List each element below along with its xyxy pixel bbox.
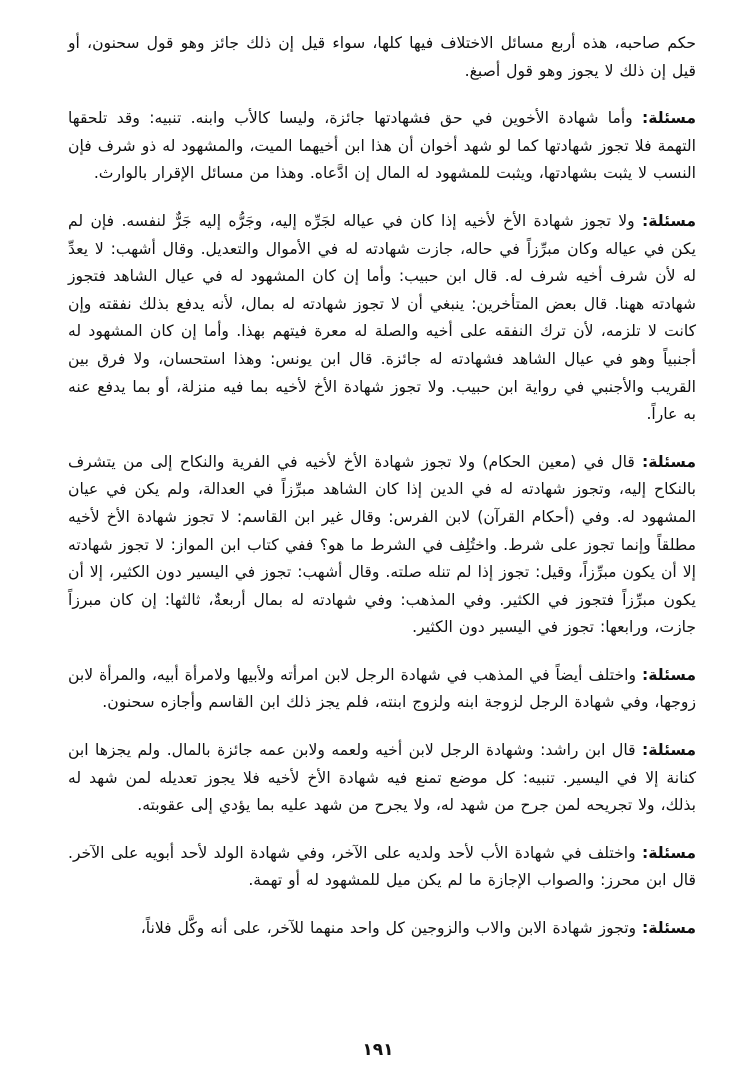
paragraph-5 — [68, 662, 696, 717]
issue-label: مسئلة: — [642, 741, 696, 760]
page-number: ١٩١ — [362, 1040, 394, 1060]
issue-label: مسئلة: — [642, 665, 696, 684]
paragraph-text: ولا تجوز شهادة الأخ لأخيه إذا كان في عياله لجَرِّه إليه، وجَرُّه إليه جَرٌّ لنفسه. فإن لم يكن في عياله وكان مبرِّزاً في حاله، جازت شهادته له في الأموال والتعديل. وقال أشهب: لا يعدِّ له لأن شرف أخيه شرف له. قال ابن حبيب: وأما إن كان المشهود له في عيال الشاهد فتجوز شهادته ههنا. قال بعض المتأخرين: ينبغي أن لا تجوز شهادته له بمال، لأنه يدفع بذلك نفقته وإن كانت لا تلزمه، لأن ترك النفقه على أخيه والصلة له معرة فيتهم بهذا. وأما إن كان المشهود له أجنبياً وهو في عيال الشاهد فشهادته له جائزة. قال ابن يونس: وهذا استحسان، ولا فرق بين القريب والأجنبي في رواية ابن حبيب. ولا تجوز شهادة الأخ لأخيه بما فيه منزلة، أو بما يدفع عنه به عاراً. — [68, 211, 696, 424]
paragraph-text: وأما شهادة الأخوين في حق فشهادتها جائزة، وليسا كالأب وابنه. تنبيه: وقد تلحقها التهمة فلا تجوز شهادتها كما لو شهد أخوان أن هذا ابن أخيهما الميت، والمشهود له ذو شرف فإن النسب لا يثبت بشهادتها، ويثبت للمشهود له المال إن ادَّعاه. وهذا من مسائل الإقرار بالوارث. — [68, 109, 696, 183]
paragraph-text: قال في (معين الحكام) ولا تجوز شهادة الأخ لأخيه في الفرية والنكاح إلى من يتشرف بالنكاح إليه، وتجوز شهادته له في الدين إذا كان الشاهد مبرِّزاً في العدالة، ولم يكن في عيان المشهود له. وفي (أحكام القرآن) لابن الفرس: وقال غير ابن القاسم: لا تجوز شهادة الأخ لأخيه مطلقاً وإنما تجوز على شرط. واختُلِف في الشرط ما هو؟ ففي كتاب ابن المواز: لا تجوز شهادته إلا أن يكون مبرِّزاً، وقيل: تجوز إذا لم تنله صلته. وقال أشهب: تجوز في اليسير دون الكثير، إلا أن يكون مبرِّزاً فتجوز في الكثير. وفي المذهب: وفي شهادته له بمال أربعةٌ، ثالثها: إن كان مبرزاً جازت، ورابعها: تجوز في اليسير دون الكثير. — [68, 452, 696, 637]
issue-label: مسئلة: — [642, 109, 696, 128]
paragraph-6 — [68, 737, 696, 820]
issue-label: مسئلة: — [642, 211, 696, 230]
paragraph-text: وتجوز شهادة الابن والاب والزوجين كل واحد منهما للآخر، على أنه وكَّل فلاناً، — [140, 919, 637, 938]
paragraph-text: قال ابن راشد: وشهادة الرجل لابن أخيه ولعمه ولابن عمه جائزة بالمال. ولم يجزها ابن كنانة إلا في اليسير. تنبيه: كل موضع تمنع فيه شهادة الأخ لأخيه فلا يجوز تعديله لمن شهد له بذلك، ولا تجريحه لمن جرح من شهد له، ولا يجرح من شهد عليه بما يؤدي إلى عقوبته. — [68, 741, 696, 815]
issue-label: مسئلة: — [642, 452, 696, 471]
paragraph-2 — [68, 105, 696, 188]
paragraph-4 — [68, 449, 696, 642]
paragraph-text: واختلف في شهادة الأب لأحد ولديه على الآخر، وفي شهادة الولد لأحد أبويه على الآخر. قال ابن محرز: والصواب الإجازة ما لم يكن ميل للمشهود له أو تهمة. — [68, 843, 696, 890]
issue-label: مسئلة: — [642, 919, 696, 938]
paragraph-7 — [68, 840, 696, 895]
paragraph-text: حكم صاحبه، هذه أربع مسائل الاختلاف فيها كلها، سواء قيل إن ذلك جائز وهو قول سحنون، أو قيل إن ذلك لا يجوز وهو قول أصبغ. — [68, 34, 696, 80]
paragraph-8 — [68, 915, 696, 943]
document-page — [68, 30, 696, 1030]
paragraph-3 — [68, 208, 696, 429]
issue-label: مسئلة: — [642, 843, 696, 862]
paragraph-text: واختلف أيضاً في المذهب في شهادة الرجل لابن امرأته ولأبيها ولامرأة أبيه، والمرأة لابن زوجها، وفي شهادة الرجل لزوجة ابنه ولزوج ابنته، فلم يجز ذلك ابن القاسم وأجازه سحنون. — [68, 665, 696, 712]
paragraph-1 — [68, 30, 696, 85]
